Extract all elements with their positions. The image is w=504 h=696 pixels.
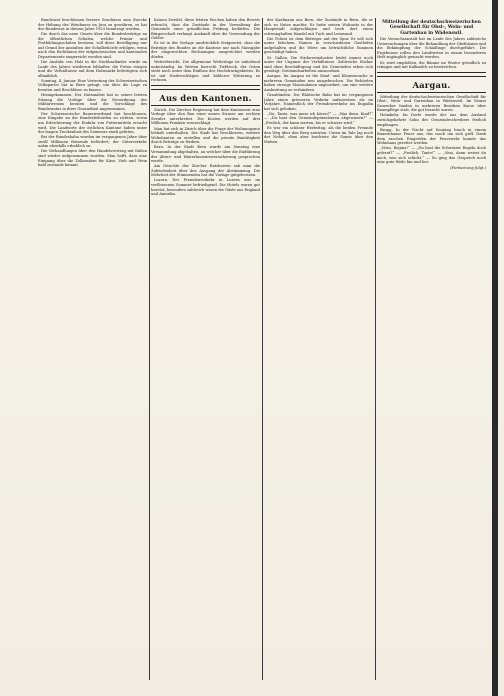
column-4-notice-heading: Mitteilung der deutschschweizerischen Gesellschaft für Obst-, Wein- und Gartenbau in Wädenswil.: [382, 20, 481, 36]
column-divider: [262, 18, 263, 680]
column-4-section-paragraph: „Nein, Regina!“ — „Du hast die Schweizer Regeln doch gelernt?“ — „Freilich, Tante!“ — „Nun, dann weisst du auch, was sich schickt.“ — So ging das Gespräch noch eine gute Weile hin und her.: [377, 146, 486, 165]
section-heading-aargau: Aargau.: [412, 79, 451, 90]
column-1-paragraph: Die durch das neue Gesetz über die Bundesbeiträge an die öffentlichen Schulen, welche Primär- und Fortbildungsschulen besitzen, soll diese Bewilligung nur auf Grund der Anstalten der Schulbehörde erfolgen, wenn nach den Richtlinien der eidgenössischen und kantonalen Departemente eingereicht worden sind.: [38, 32, 147, 59]
section-rule: [377, 92, 486, 93]
column-3-paragraph: St. Gallen. Die Stickereiindustrie leidet immer noch unter der Ungunst der Verhältnisse. Zahlreiche Sticker sind ohne Beschäftigung und die Gemeinden sehen sich genötigt, Notstandsarbeiten anzuordnen.: [264, 55, 373, 74]
column-4-section-paragraph: Mitteilung der deutschschweizerischen Gesellschaft für Obst-, Wein- und Gartenbau in Wädenswil. Im Monat Dezember fanden in mehreren Bezirken Kurse über Baumpflege statt, die gut besucht waren.: [377, 94, 486, 113]
column-1-paragraph: Die Verhandlungen über den Handelsvertrag mit Italien sind wieder aufgenommen worden. Man hofft, dass eine Einigung über die Zollansätze für Käse, Vieh und Wein bald zustande kommt.: [38, 149, 147, 168]
continuation-note: (Fortsetzung folgt.): [450, 165, 486, 170]
column-2-section-paragraph: Man hat sich in Zürich über die Frage der Wohnungsnot lebhaft unterhalten. Die Stadt hat beschlossen, weitere Wohnbauten zu erstellen und die private Bautätigkeit durch Beiträge zu fördern.: [151, 126, 260, 145]
column-1-paragraph: Bundesrat beschlossen fernere Zuschüsse zum Zwecke der Hebung des Weinbaues im Jura zu gewähren, es hat der Bundesrat in diesem Jahre 1923 beantragt worden.: [38, 18, 147, 32]
column-3-paragraph: der Kaufmann aus Bern, der Zustände in Bern, die er sich zu Nutze machte. Er hatte seinen Wohnsitz in der Hauptstadt aufgeschlagen und trieb dort einen schwunghaften Handel mit Tuch und Leinwand.: [264, 18, 373, 36]
column-1-paragraph: Der Schweizerische Bauernverband hat beschlossen, eine Eingabe an die Bundesbehörden zu richten, worin um Erleichterung der Einfuhr von Futtermitteln ersucht wird. Die Landwirte der östlichen Kantone haben unter der langen Trockenheit des Sommers stark gelitten.: [38, 111, 147, 135]
column-divider: [375, 18, 376, 680]
column-3-paragraph: „Nu, Tante, was muss ich hören?“ — „Was denn, Kind?“ — „Du hast den Gemeindepräsidenten abgewiesen?“ — „Freilich, der kann warten, bis er schwarz wird.“: [264, 111, 373, 125]
column-1: [38, 18, 147, 680]
column-1-paragraph: Bei der Bundesbahn wurden im vergangenen Jahre über zwölf Millionen Reisende befördert; der Güterverkehr nahm ebenfalls erheblich zu.: [38, 135, 147, 149]
column-2-paragraph: Wetterbericht. Die allgemeine Wetterlage ist anhaltend unbeständig. Im Westen herrscht Tiefdruck, der Osten steht noch unter dem Einfluss des Hochdruckgebietes. Es ist mit Niederschlägen und kühlerer Witterung zu rechnen.: [151, 60, 260, 83]
section-heading-kantonen: Aus den Kantonen.: [159, 92, 252, 103]
section-rule: [377, 72, 486, 77]
column-2-section-paragraph: Luzern. Der Fremdenverkehr in Luzern war im verflossenen Sommer befriedigend. Die Hotels waren gut besetzt, besonders zahlreich waren die Gäste aus England und Amerika.: [151, 178, 260, 197]
column-4-section-paragraph: Heimkehr. Im Dorfe wurde der aus dem Ausland zurückgekehrte Sohn des Gemeindeschreibers festlich empfangen.: [377, 113, 486, 127]
section-rule: [151, 85, 260, 90]
section-rule: [151, 105, 260, 106]
scan-border: [492, 0, 498, 696]
column-4: [377, 18, 486, 680]
column-divider: [149, 18, 150, 680]
column-2-section-paragraph: Am Gesichte der Zürcher Ratsherren sah man die Zufriedenheit über den Ausgang der Abstimmung. Die Mehrheit der Stimmenden hat die Vorlage gutgeheissen.: [151, 164, 260, 178]
column-4-section-paragraph: Brugg. In der Nacht auf Sonntag brach in einem Bauernhause Feuer aus, das rasch um sich griff. Dank dem raschen Eingreifen der Feuerwehr konnte das Wohnhaus gerettet werden.: [377, 127, 486, 146]
column-1-paragraph: Die Ausfuhr von Holz in die Nachbarländer wurde im Laufe des Jahres wiederum lebhafter, die Preise stiegen und die Verhältnisse auf dem Holzmarkt befestigten sich allmählich.: [38, 60, 147, 78]
column-3-paragraph: Es war ein schöner Herbsttag, als die beiden Freunde den Weg über den Berg antraten. Unten im Tale lag noch der Nebel, oben aber leuchtete die Sonne über den Matten.: [264, 126, 373, 144]
column-4-paragraph: Die Versuchsanstalt hat im Laufe des Jahres zahlreiche Untersuchungen über die Behandlung der Obstbäume und die Bekämpfung der Schädlinge durchgeführt. Die Ergebnisse sollen den Landwirten in einem besonderen Heft zugänglich gemacht werden.: [377, 37, 486, 60]
column-4-paragraph: Es wird empfohlen, die Bäume im Winter gründlich zu reinigen und mit Kalkmilch zu bestreichen.: [377, 60, 486, 70]
column-2-paragraph: Keinen Zweifel, diese letzten Wochen haben den Beweis erbracht, dass die Zustände in der Verwaltung der Gemeinde einer gründlichen Prüfung bedürfen. Die Bürgerschaft verlangt Auskunft über die Verwendung der Gelder.: [151, 18, 260, 41]
column-3-paragraph: Graubünden. Die Rhätische Bahn hat im vergangenen Jahre einen grösseren Verkehr aufzuweisen als im Vorjahre. Namentlich der Fremdenverkehr ins Engadin hat sich gehoben.: [264, 93, 373, 111]
column-2-section-paragraph: Bern. In der Stadt Bern wurde am Sonntag eine Versammlung abgehalten, an welcher über die Einführung der Alters- und Hinterlassenenversicherung gesprochen wurde.: [151, 145, 260, 164]
column-3-paragraph: Aargau. Im Aargau ist die Maul- und Klauenseuche in mehreren Gemeinden neu ausgebrochen. Die Behörden haben strenge Massnahmen angeordnet, um eine weitere Ausbreitung zu verhindern.: [264, 74, 373, 92]
column-2: [151, 18, 260, 680]
newspaper-body: [38, 18, 490, 682]
column-3: [264, 18, 373, 680]
column-3-paragraph: Die Polizei ist dem Betrüger auf der Spur. Er soll sich unter falschem Namen in verschiedenen Gasthöfen aufgehalten und die Wirte um beträchtliche Summen geschädigt haben.: [264, 36, 373, 55]
column-1-paragraph: Sonntag, 4. Januar. Eine Vertretung der Schweizerischen Volkspartei hat in Bern getagt, um über die Lage zu beraten und Beschlüsse zu fassen.: [38, 78, 147, 92]
column-1-paragraph: Heimgekommen. Der Nationalrat hat in seiner letzten Sitzung die Vorlage über die Neuordnung des Militärwesens beraten und die Vorschläge des Bundesrates in ihrer Gesamtheit angenommen.: [38, 93, 147, 111]
column-2-section-paragraph: Zürich. Die Zürcher Regierung hat dem Kantonsrat eine Vorlage über den Bau einer neuen Strasse am rechten Seeufer unterbreitet. Die Kosten werden auf drei Millionen Franken veranschlagt.: [151, 107, 260, 126]
column-2-paragraph: Es ist in der Vorlage ausdrücklich festgesetzt, dass die Beiträge des Bundes an die Kantone nur nach Massgabe der eingereichten Rechnungen ausgerichtet werden dürfen.: [151, 41, 260, 59]
